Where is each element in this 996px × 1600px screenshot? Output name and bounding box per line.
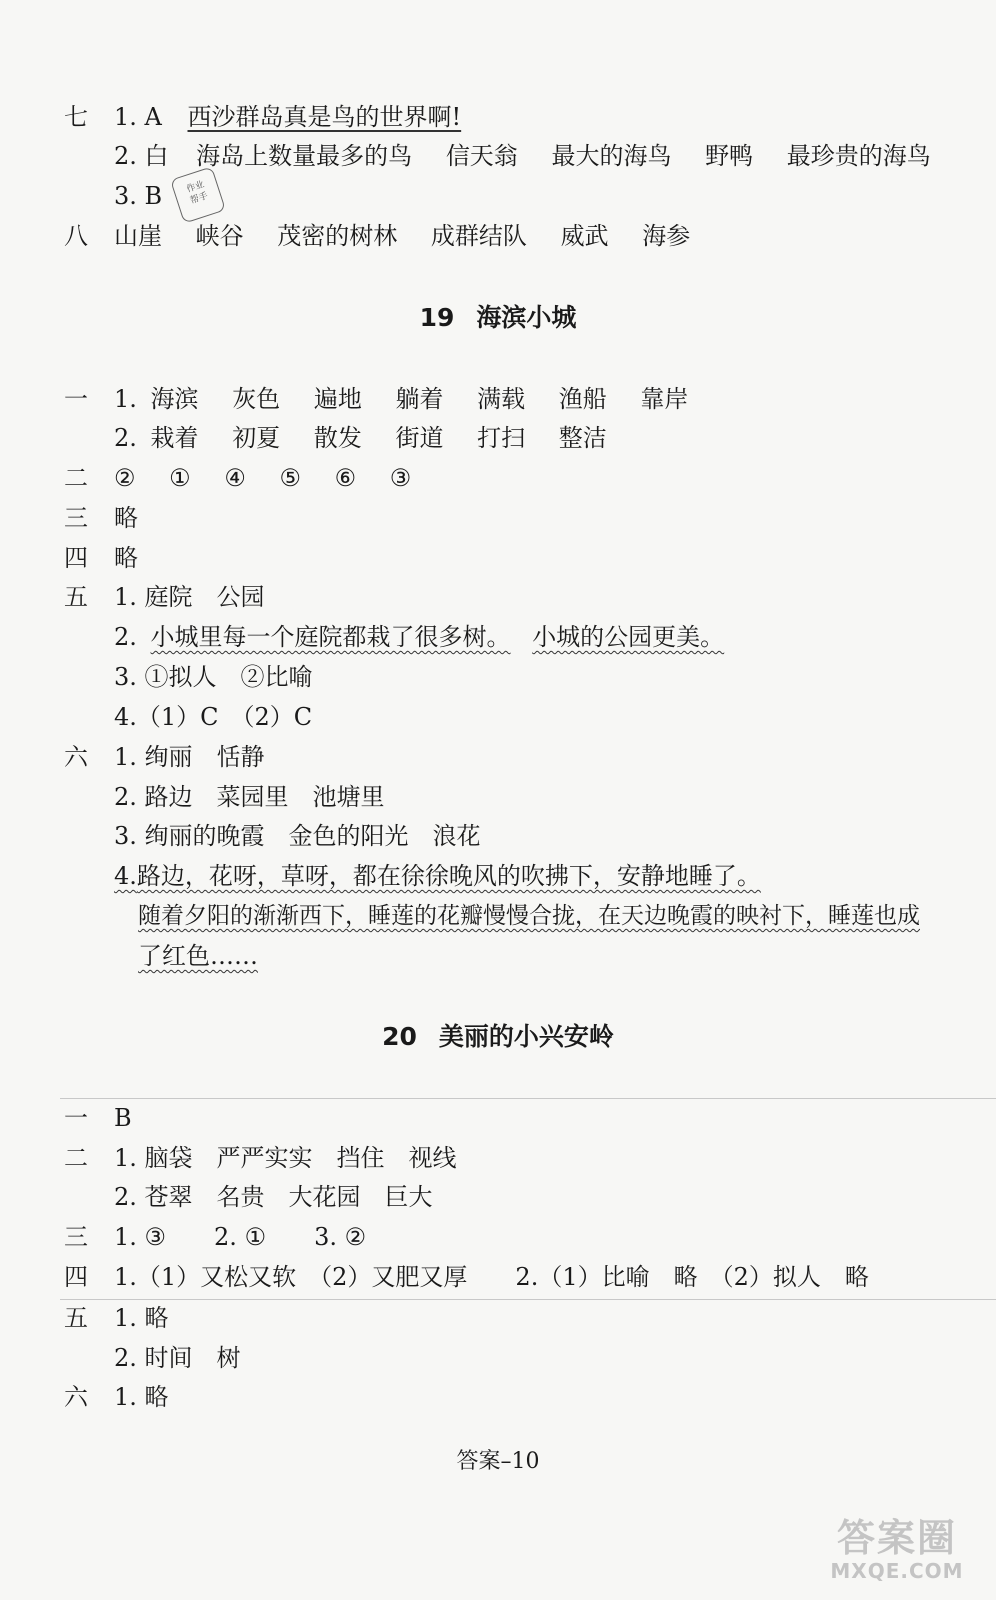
answer-item: 渔船 <box>558 385 607 413</box>
answer-line <box>0 458 996 498</box>
question-number: 六 <box>64 743 88 771</box>
answer-item: 栽着 <box>150 424 199 452</box>
answer-item: 打扫 <box>477 424 526 452</box>
section-heading <box>0 1017 996 1057</box>
watermark-text: 答案圈 <box>836 1516 957 1560</box>
answer-item: ① <box>169 464 191 492</box>
stamp-text: 帮手 <box>189 191 210 207</box>
answer-text: 小城的公园更美。 <box>532 623 725 651</box>
answer-item: 野鸭 <box>705 142 754 170</box>
answer-item: 海岛上数量最多的鸟 <box>196 142 413 170</box>
answer-item: 威武 <box>560 222 609 250</box>
answer-body <box>114 216 716 256</box>
answer-label: 1. A <box>114 103 162 131</box>
answer-line <box>0 1177 996 1217</box>
answer-text: 路边，花呀，草呀，都在徐徐晚风的吹拂下，安静地睡了。 <box>136 862 761 890</box>
question-number: 二 <box>64 1144 88 1172</box>
answer-label: 1. <box>114 385 137 413</box>
answer-line <box>0 856 996 896</box>
answer-text: 了红色…… <box>138 942 258 970</box>
answer-label: 2. 白 <box>114 142 169 170</box>
answer-text: 4.（1）C （2）C <box>114 703 313 731</box>
answer-item: 躺着 <box>395 385 444 413</box>
watermark-logo <box>812 1516 982 1586</box>
answer-line <box>0 1338 996 1378</box>
answer-line <box>0 816 996 856</box>
page-number: 答案–10 <box>456 1449 540 1474</box>
answer-label: 4. <box>114 862 137 890</box>
answer-item: 信天翁 <box>445 142 518 170</box>
answer-item: 初夏 <box>232 424 281 452</box>
answer-line <box>0 97 996 137</box>
answer-body <box>114 136 957 176</box>
answer-text: 1. 脑袋 严严实实 挡住 视线 <box>114 1144 457 1172</box>
answer-body <box>114 379 714 419</box>
answer-body <box>114 97 461 137</box>
answer-line <box>0 498 996 538</box>
answer-text: 1.（1）又松又软 （2）又肥又厚 2.（1）比喻 略 （2）拟人 略 <box>114 1263 869 1291</box>
answer-line <box>0 577 996 617</box>
answer-line <box>0 538 996 578</box>
question-number: 一 <box>64 1104 88 1132</box>
answer-line <box>0 697 996 737</box>
answer-line <box>0 1377 996 1417</box>
answer-text: 1. 庭院 公园 <box>114 583 265 611</box>
answer-text: 小城里每一个庭院都栽了很多树。 <box>150 623 511 651</box>
answer-item: ② <box>114 464 136 492</box>
answer-line <box>0 1298 996 1338</box>
answer-item: 遍地 <box>313 385 362 413</box>
answer-text: 西沙群岛真是鸟的世界啊! <box>187 103 462 131</box>
answer-item: 海参 <box>642 222 691 250</box>
question-number: 二 <box>64 464 88 492</box>
answer-text: 1. 略 <box>114 1383 169 1411</box>
answer-item: 满载 <box>477 385 526 413</box>
answer-text: 2. 时间 树 <box>114 1344 241 1372</box>
answer-text: 2. 路边 菜园里 池塘里 <box>114 783 385 811</box>
answer-item: 靠岸 <box>640 385 689 413</box>
answer-line <box>0 136 996 176</box>
answer-line <box>0 936 996 976</box>
answer-line <box>0 1138 996 1178</box>
answer-item: ③ <box>389 464 412 492</box>
answer-item: 整洁 <box>558 424 607 452</box>
answer-item: 海滨 <box>150 385 199 413</box>
answer-line <box>0 1257 996 1297</box>
question-number: 五 <box>64 583 88 611</box>
question-number: 七 <box>64 103 88 131</box>
answer-label: 3. B <box>114 182 163 210</box>
answer-item: ⑤ <box>279 464 301 492</box>
answer-text: 略 <box>114 544 138 572</box>
answer-line <box>0 657 996 697</box>
question-number: 一 <box>64 385 88 413</box>
answer-item: 街道 <box>395 424 444 452</box>
answer-line <box>0 617 996 657</box>
answer-line <box>0 896 996 936</box>
answer-text: 1. 绚丽 恬静 <box>114 743 265 771</box>
answer-text: 3. 绚丽的晚霞 金色的阳光 浪花 <box>114 822 481 850</box>
answer-line <box>0 737 996 777</box>
answer-body <box>114 458 437 498</box>
answer-item: 散发 <box>313 424 362 452</box>
answer-item: 峡谷 <box>195 222 244 250</box>
answer-text: 2. 苍翠 名贵 大花园 巨大 <box>114 1183 433 1211</box>
answer-text: 1. 略 <box>114 1304 169 1332</box>
answer-item: 最珍贵的海鸟 <box>786 142 931 170</box>
answer-text: 3. ①拟人 ②比喻 <box>114 663 313 691</box>
section-number: 19 <box>419 303 455 332</box>
answer-item: 灰色 <box>232 385 281 413</box>
question-number: 四 <box>64 1263 88 1291</box>
answer-line <box>0 1217 996 1257</box>
answer-item: 茂密的树林 <box>277 222 398 250</box>
question-number: 六 <box>64 1383 88 1411</box>
question-number: 四 <box>64 544 88 572</box>
section-title: 海滨小城 <box>476 303 577 332</box>
section-number: 20 <box>382 1022 417 1051</box>
stamp-text: 作业 <box>185 179 206 195</box>
answer-text: 随着夕阳的渐渐西下，睡莲的花瓣慢慢合拢，在天边晚霞的映衬下，睡莲也成 <box>138 903 920 929</box>
answer-line <box>0 176 996 216</box>
answer-item: 成群结队 <box>430 222 527 250</box>
answer-item: ⑥ <box>334 464 357 492</box>
answer-body <box>114 856 761 896</box>
section-title: 美丽的小兴安岭 <box>438 1022 614 1051</box>
answer-line <box>0 1098 996 1138</box>
answer-label: 2. <box>114 623 137 651</box>
answer-line <box>0 777 996 817</box>
answer-text: B <box>114 1104 132 1132</box>
answer-text: 1. ③ 2. ① 3. ② <box>114 1223 367 1251</box>
watermark-url: MXQE.COM <box>830 1559 964 1583</box>
answer-line <box>0 379 996 419</box>
answer-item: ④ <box>224 464 246 492</box>
question-number: 三 <box>64 1223 88 1251</box>
answer-item: 山崖 <box>114 222 162 250</box>
answer-body <box>114 418 633 458</box>
section-heading <box>0 298 996 338</box>
answer-item: 最大的海鸟 <box>551 142 672 170</box>
answer-line <box>0 216 996 256</box>
answer-line <box>0 418 996 458</box>
answer-label: 2. <box>114 424 137 452</box>
question-number: 八 <box>64 222 88 250</box>
answer-text: 略 <box>114 504 138 532</box>
question-number: 五 <box>64 1304 88 1332</box>
answer-body <box>114 617 724 657</box>
question-number: 三 <box>64 504 88 532</box>
